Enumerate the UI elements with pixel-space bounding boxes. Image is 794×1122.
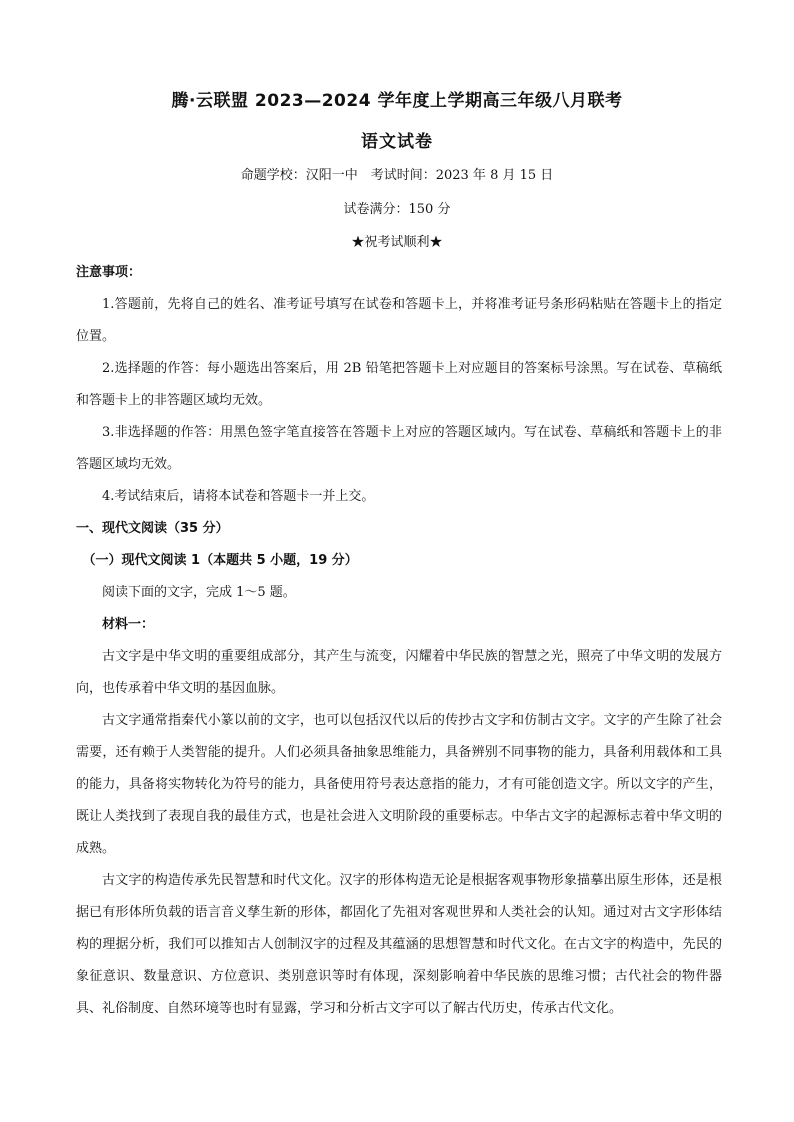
notice-item-2: 2.选择题的作答：每小题选出答案后，用 2B 铅笔把答题卡上对应题目的答案标号涂黑。写在试卷、草稿纸和答题卡上的非答题区域均无效。 xyxy=(76,361,722,408)
material-label: 材料一： xyxy=(102,617,155,632)
school-and-time: 命题学校：汉阳一中 考试时间：2023 年 8 月 15 日 xyxy=(240,168,554,183)
exam-content xyxy=(76,257,722,1025)
material-paragraph: 古文字的构造传承先民智慧和时代文化。汉字的形体构造无论是根据客观事物形象描摹出原生形体，还是根据已有形体所负载的语言音义孳生新的形体，都固化了先祖对客观世界和人类社会的认知。通过对古文字形体结构的理据分析，我们可以推知古人创制汉字的过程及其蕴涵的思想智慧和时代文化。在古文字的构造中，先民的象征意识、数量意识、方位意识、类别意识等时有体现，深刻影响着中华民族的思维习惯；古代社会的物件器具、礼俗制度、自然环境等也时有显露，学习和分析古文字可以了解古代历史，传承古代文化。 xyxy=(76,873,722,1016)
notice-item-4: 4.考试结束后，请将本试卷和答题卡一并上交。 xyxy=(102,489,375,504)
part-heading: （一）现代文阅读 1（本题共 5 小题，19 分） xyxy=(82,553,358,568)
exam-title: 腾·云联盟 2023—2024 学年度上学期高三年级八月联考 xyxy=(171,91,623,111)
material-paragraph: 古文字通常指秦代小篆以前的文字，也可以包括汉代以后的传抄古文字和仿制古文字。文字的产生除了社会需要，还有赖于人类智能的提升。人们必须具备抽象思维能力，具备辨别不同事物的能力，具备利用载体和工具的能力，具备将实物转化为符号的能力，具备使用符号表达意指的能力，才有可能创造文字。所以文字的产生，既让人类找到了表现自我的最佳方式，也是社会进入文明阶段的重要标志。中华古文字的起源标志着中华文明的成熟。 xyxy=(76,713,722,856)
section-heading: 一、现代文阅读（35 分） xyxy=(76,521,229,536)
material-paragraph: 古文字是中华文明的重要组成部分，其产生与流变，闪耀着中华民族的智慧之光，照亮了中华文明的发展方向，也传承着中华文明的基因血脉。 xyxy=(76,649,722,696)
notice-item-1: 1.答题前，先将自己的姓名、准考证号填写在试卷和答题卡上，并将准考证号条形码粘贴在答题卡上的指定位置。 xyxy=(76,297,722,344)
notice-item-3: 3.非选择题的作答：用黑色签字笔直接答在答题卡上对应的答题区域内。写在试卷、草稿纸和答题卡上的非答题区域均无效。 xyxy=(76,425,722,472)
notice-heading: 注意事项： xyxy=(76,265,142,280)
good-luck-wish: ★祝考试顺利★ xyxy=(351,235,443,250)
full-score: 试卷满分：150 分 xyxy=(343,202,451,217)
exam-subtitle: 语文试卷 xyxy=(361,132,433,152)
reading-instruction: 阅读下面的文字，完成 1～5 题。 xyxy=(102,585,296,600)
